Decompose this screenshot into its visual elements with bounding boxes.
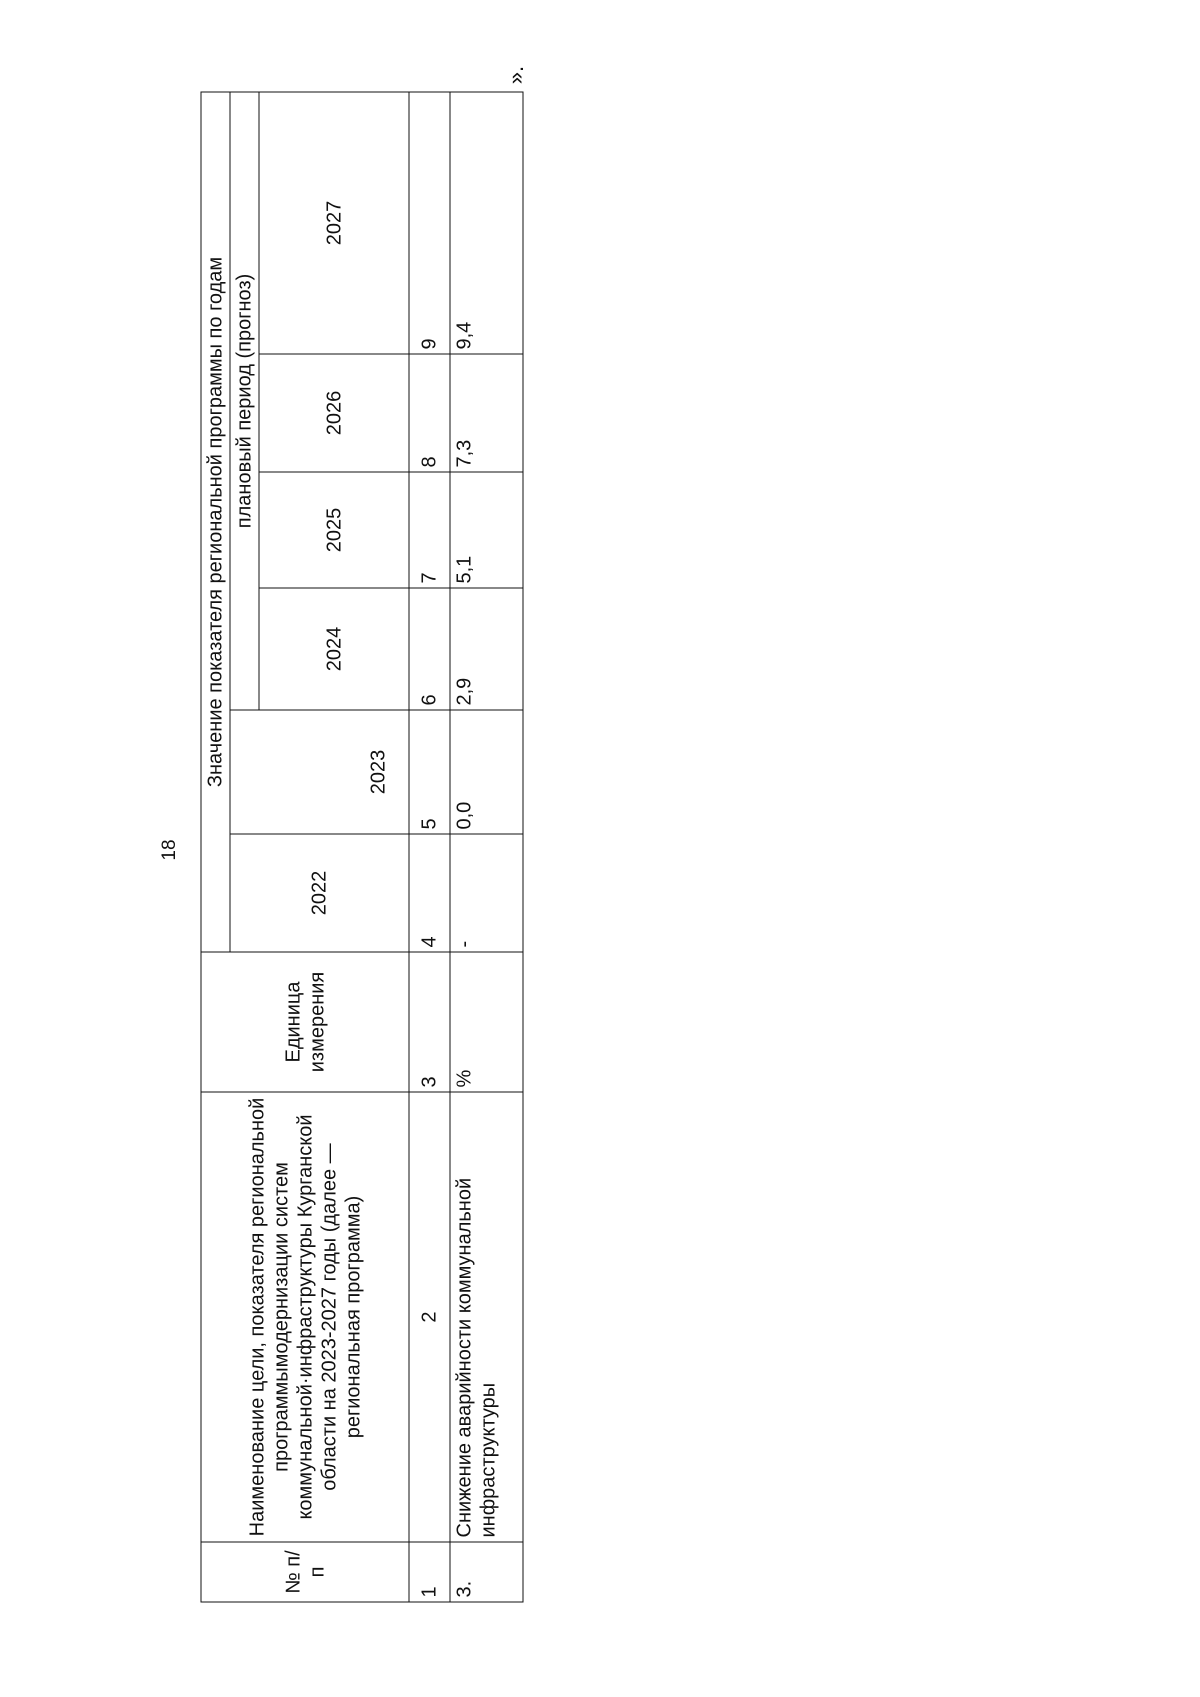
closing-quote-mark: ».	[503, 65, 528, 85]
col-number: 6	[409, 588, 450, 710]
row-name: Снижение аварийности коммунальной инфраструктуры	[450, 1092, 523, 1542]
row-num: 3.	[450, 1542, 523, 1602]
col-number: 2	[409, 1092, 450, 1542]
indicator-table-rotated	[201, 93, 500, 1603]
col-number: 3	[409, 952, 450, 1092]
col-number: 8	[409, 354, 450, 472]
col-number: 4	[409, 834, 450, 952]
col-number: 7	[409, 472, 450, 588]
row-value-2022: -	[450, 834, 523, 952]
row-unit: %	[450, 952, 523, 1092]
col-number: 9	[409, 92, 450, 354]
header-num: № п/п	[201, 1542, 409, 1602]
col-number: 5	[409, 710, 450, 834]
row-value-2027: 9,4	[450, 92, 523, 354]
header-values-group: Значение показателя региональной программы по годам	[201, 92, 230, 952]
header-year-2027: 2027	[259, 92, 409, 354]
page-number: 18	[159, 839, 180, 861]
header-empty-2023	[230, 710, 259, 834]
header-row-1	[201, 92, 230, 1602]
col-number: 1	[409, 1542, 450, 1602]
header-name: Наименование цели, показателя региональной программымодернизации систем коммунальной·инфраструктуры Курганской области на 2023-2027 годы (далее — региональная программа)	[201, 1092, 409, 1542]
indicator-table	[201, 91, 524, 1602]
header-year-2023: 2023	[259, 710, 409, 834]
header-year-2024: 2024	[259, 588, 409, 710]
table-row	[450, 92, 523, 1602]
row-value-2023: 0,0	[450, 710, 523, 834]
row-value-2024: 2,9	[450, 588, 523, 710]
header-year-2026: 2026	[259, 354, 409, 472]
header-planned-period: плановый период (прогноз)	[230, 92, 259, 710]
row-value-2025: 5,1	[450, 472, 523, 588]
header-year-2022: 2022	[230, 834, 409, 952]
row-value-2026: 7,3	[450, 354, 523, 472]
column-number-row	[409, 92, 450, 1602]
header-unit: Единица измерения	[201, 952, 409, 1092]
header-year-2025: 2025	[259, 472, 409, 588]
